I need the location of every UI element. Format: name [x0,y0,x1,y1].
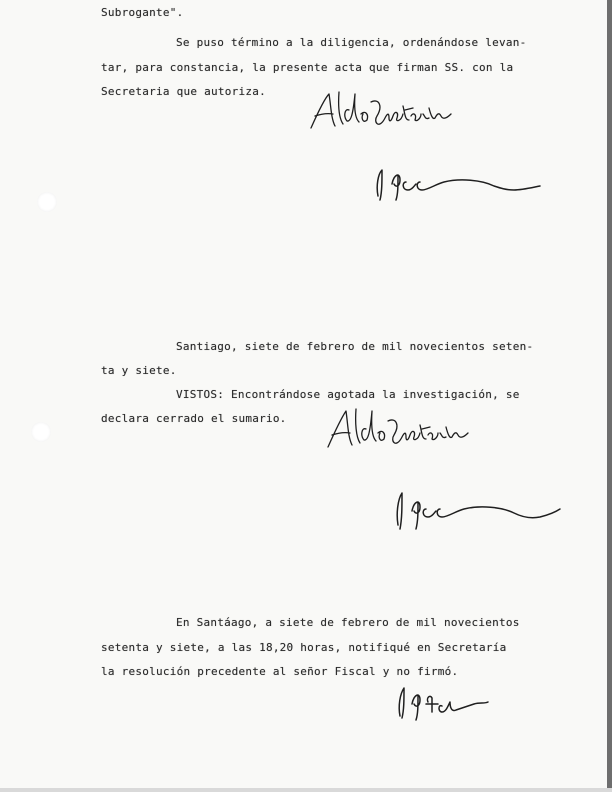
text-line: ta y siete. [101,364,177,377]
punch-hole-bottom [31,422,51,442]
punch-hole-top [37,192,57,212]
text-line: setenta y siete, a las 18,20 horas, notifiqué en Secretaría [101,641,507,654]
signature-aldo-1 [305,88,465,138]
text-line: tar, para constancia, la presente acta que firman SS. con la [101,61,514,74]
text-line: Santiago, siete de febrero de mil novecientos seten- [176,340,534,353]
signature-initials-1 [370,160,550,210]
signature-initials-3 [392,682,502,724]
text-line: declara cerrado el sumario. [101,412,287,425]
text-line: Se puso término a la diligencia, ordenándose levan- [176,36,527,49]
text-line: Subrogante". [101,6,184,19]
text-line: VISTOS: Encontrándose agotada la investigación, se [176,388,520,401]
page-edge-bottom [0,788,612,792]
signature-initials-2 [390,485,570,537]
signature-aldo-2 [322,405,482,457]
text-line: Secretaria que autoriza. [101,85,266,98]
text-line: la resolución precedente al señor Fiscal y no firmó. [101,665,459,678]
page-edge-right [607,0,612,792]
text-line: En Santáago, a siete de febrero de mil novecientos [176,616,520,629]
